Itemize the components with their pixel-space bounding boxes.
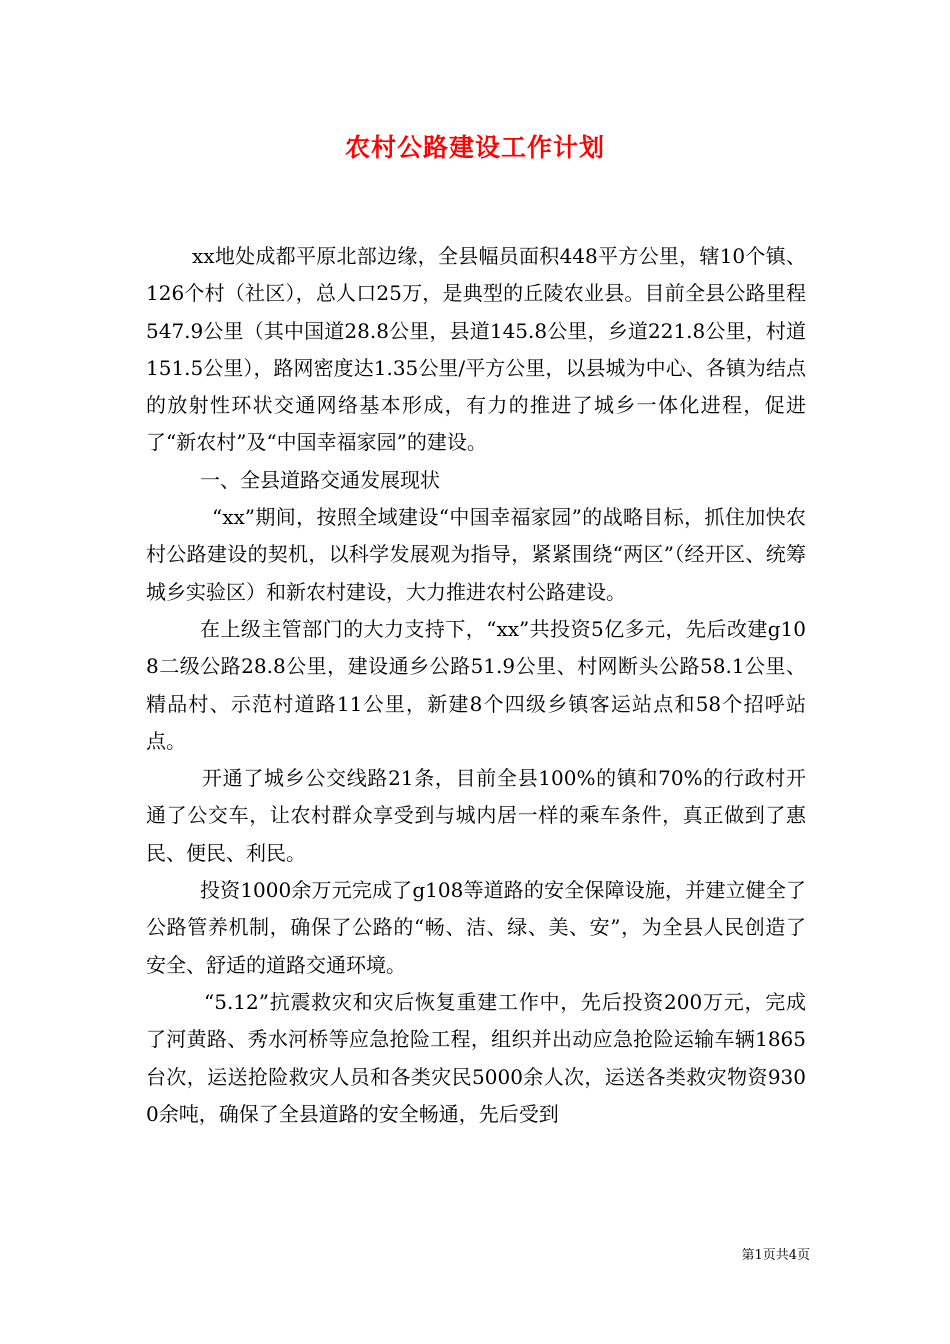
paragraph: 开通了城乡公交线路21条，目前全县100%的镇和70%的行政村开通了公交车，让农村群众享受到与城内居一样的乘车条件，真正做到了惠民、便民、利民。: [146, 766, 806, 865]
paragraph-intro: xx地处成都平原北部边缘，全县幅员面积448平方公里，辖10个镇、126个村（社区），总人口25万，是典型的丘陵农业县。目前全县公路里程547.9公里（其中国道28.8公里，县道145.8公里，乡道221.8公里，村道151.5公里），路网密度达1.35公里/平方公里，以县城为中心、各镇为结点的放射性环状交通网络基本形成，有力的推进了城乡一体化进程，促进了“新农村”及“中国幸福家园”的建设。: [146, 244, 806, 455]
paragraph: 在上级主管部门的大力支持下，“xx”共投资5亿多元，先后改建g108二级公路28.8公里，建设通乡公路51.9公里、村网断头公路58.1公里、精品村、示范村道路11公里，新建8个四级乡镇客运站点和58个招呼站点。: [146, 616, 806, 753]
page-number-text: 第1页共4页: [741, 1248, 810, 1263]
document-title: 农村公路建设工作计划: [344, 133, 605, 162]
document-body: [146, 238, 806, 1133]
paragraph: “5.12”抗震救灾和灾后恢复重建工作中，先后投资200万元，完成了河黄路、秀水河桥等应急抢险工程，组织并出动应急抢险运输车辆1865台次，运送抢险救灾人员和各类灾民5000余人次，运送各类救灾物资9300余吨，确保了全县道路的安全畅通，先后受到: [146, 989, 806, 1126]
section-heading: 一、全县道路交通发展现状: [200, 467, 440, 492]
page-number: [700, 1246, 810, 1266]
paragraph: 投资1000余万元完成了g108等道路的安全保障设施，并建立健全了公路管养机制，确保了公路的“畅、洁、绿、美、安”，为全县人民创造了安全、舒适的道路交通环境。: [146, 878, 806, 977]
paragraph: “xx”期间，按照全域建设“中国幸福家园”的战略目标，抓住加快农村公路建设的契机，以科学发展观为指导，紧紧围绕“两区”（经开区、统筹城乡实验区）和新农村建设，大力推进农村公路建设。: [146, 505, 806, 604]
